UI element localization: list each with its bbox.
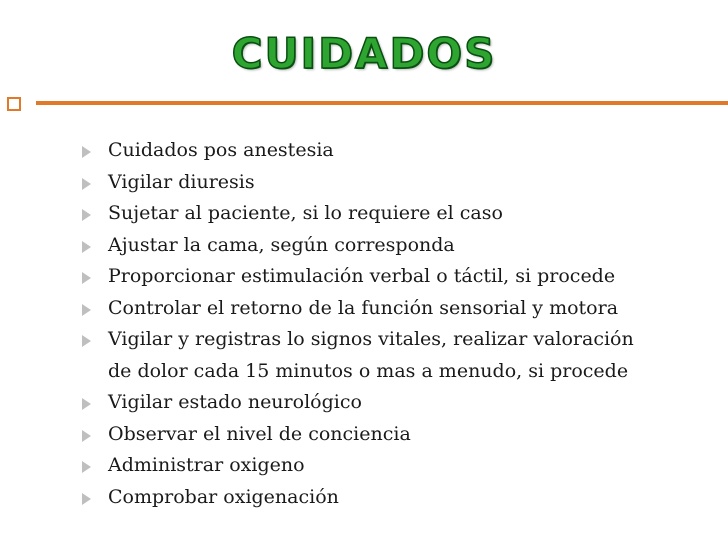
- bullet-text: Proporcionar estimulación verbal o táctil, si procede: [108, 265, 616, 287]
- triangle-bullet-icon: [82, 398, 91, 410]
- list-item: [78, 135, 698, 167]
- triangle-bullet-icon: [82, 272, 91, 284]
- triangle-bullet-icon: [82, 335, 91, 347]
- list-item: [78, 419, 698, 451]
- bullet-text-continuation: de dolor cada 15 minutos o mas a menudo, si procede: [108, 359, 629, 382]
- bullet-text: Observar el nivel de conciencia: [108, 422, 411, 445]
- slide-title: CUIDADOS: [231, 29, 497, 78]
- list-item: [78, 167, 698, 199]
- bullet-text: Comprobar oxigenación: [108, 485, 339, 508]
- list-item: [78, 450, 698, 482]
- bullet-text: Controlar el retorno de la función sensorial y motora: [108, 296, 619, 319]
- list-item: [78, 324, 698, 387]
- title-rule-square-icon: [7, 97, 21, 111]
- bullet-text: Sujetar al paciente, si lo requiere el caso: [108, 202, 503, 224]
- bullet-text: Cuidados pos anestesia: [108, 139, 334, 161]
- triangle-bullet-icon: [82, 178, 91, 190]
- list-item: [78, 387, 698, 419]
- list-item: [78, 293, 698, 325]
- list-item: [78, 482, 698, 514]
- list-item: [78, 261, 698, 293]
- triangle-bullet-icon: [82, 241, 91, 253]
- bullet-list: [78, 135, 698, 513]
- triangle-bullet-icon: [82, 461, 91, 473]
- bullet-text: Vigilar y registras lo signos vitales, realizar valoración: [108, 328, 634, 350]
- triangle-bullet-icon: [82, 209, 91, 221]
- bullet-text: Vigilar diuresis: [108, 170, 255, 193]
- triangle-bullet-icon: [82, 430, 91, 442]
- triangle-bullet-icon: [82, 493, 91, 505]
- triangle-bullet-icon: [82, 304, 91, 316]
- list-item: [78, 230, 698, 262]
- list-item: [78, 198, 698, 230]
- bullet-text: Ajustar la cama, según corresponda: [108, 233, 455, 256]
- title-area: [0, 24, 728, 84]
- triangle-bullet-icon: [82, 146, 91, 158]
- bullet-text: Administrar oxigeno: [108, 454, 305, 476]
- bullet-text: Vigilar estado neurológico: [108, 391, 362, 413]
- title-rule-line: [36, 101, 728, 105]
